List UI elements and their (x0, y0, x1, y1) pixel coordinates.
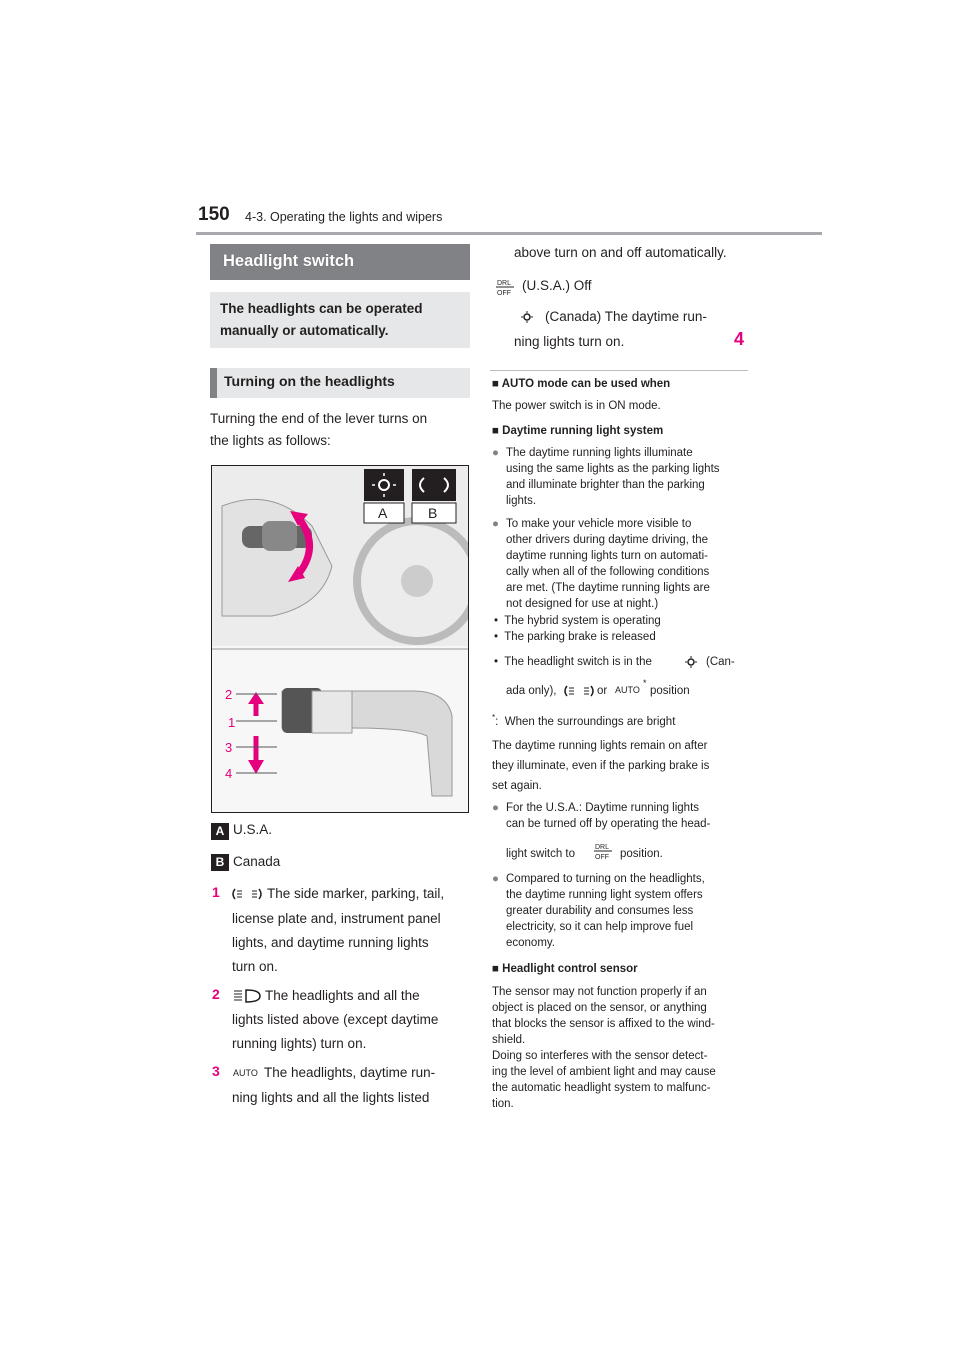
auto-icon (232, 1066, 260, 1078)
tag-b: B (211, 854, 229, 871)
bullet-dot: ● (492, 518, 499, 530)
usa-bullet-line-1: For the U.S.A.: Daytime running lights (506, 802, 700, 814)
canada-line-1: (Canada) The daytime run- (545, 309, 707, 324)
position-1: 1 (228, 715, 236, 730)
position-4: 4 (225, 766, 233, 781)
sensor-heading-text: Headlight control sensor (502, 963, 638, 975)
footnote-mark: * (643, 678, 647, 688)
bullet-dot: ● (492, 873, 499, 885)
auto-icon (614, 683, 642, 695)
usa-bullet-line-2: can be turned off by operating the head- (506, 818, 711, 830)
position-2: 2 (225, 687, 233, 702)
continued-line: above turn on and off automatically. (514, 245, 727, 260)
drl-off-icon (494, 276, 516, 298)
condition-3-canada: (Can- (706, 656, 735, 668)
item-3-line-1: The headlights, daytime run- (264, 1065, 436, 1080)
legend-canada: Canada (233, 854, 281, 869)
drl-remain: The daytime running lights remain on after they illuminate, even if the parking brake is set again. (492, 740, 710, 792)
svg-text:AUTO: AUTO (233, 1068, 258, 1078)
drl-heading: ■ Daytime running light system (492, 425, 664, 437)
usa-bullet-position: position. (620, 848, 663, 860)
item-1-line-2: license plate and, instrument panel (232, 911, 441, 926)
item-1-line-4: turn on. (232, 959, 278, 974)
item-1-line-1: The side marker, parking, tail, (267, 886, 445, 901)
bullet-dot: ● (492, 447, 499, 459)
item-2-number: 2 (212, 986, 220, 1002)
heading-box (210, 244, 470, 280)
small-light-icon (684, 655, 698, 669)
svg-text:OFF: OFF (497, 290, 511, 297)
heading: Headlight switch (223, 252, 355, 270)
bullet-dot: ● (492, 802, 499, 814)
canada-line-2: ning lights turn on. (514, 334, 625, 349)
svg-text:DRL: DRL (497, 280, 512, 287)
page-number: 150 (198, 204, 230, 225)
tag-a: A (211, 823, 229, 840)
svg-text:AUTO: AUTO (615, 685, 640, 695)
headlights-icon (232, 988, 262, 1004)
item-2-line-2: lights listed above (except daytime (232, 1012, 439, 1027)
sensor-text: The sensor may not function properly if an object is placed on the sensor, or anything that blocks the sensor is affixed to the wind- shield. Doing so interferes with the sensor detect- ing the level of ambient light and may cause the automatic headlight system to malfunc- tion. (492, 986, 716, 1110)
footnote: *: When the surroundings are bright (492, 713, 676, 728)
sensor-heading: ■ Headlight control sensor (492, 963, 638, 975)
condition-2: • The parking brake is released (494, 631, 656, 643)
parking-lights-icon (564, 684, 594, 698)
section-title: 4-3. Operating the lights and wipers (245, 210, 443, 224)
svg-text:OFF: OFF (595, 854, 609, 861)
drl-bullet-2: To make your vehicle more visible to other drivers during daytime driving, the daytime running lights turn on automati- cally when all of the following conditions are met. (The daytime running lights are not designed for use at night.) (506, 518, 710, 610)
header-rule (196, 232, 822, 235)
item-3-line-2: ning lights and all the lights listed (232, 1090, 430, 1105)
condition-3-cont: ada only), (506, 685, 557, 697)
condition-3-or: or (597, 685, 608, 697)
lead-line-2: the lights as follows: (210, 433, 331, 448)
intro-text: The headlights can be operated manually or automatically. (220, 301, 423, 338)
item-1-number: 1 (212, 884, 220, 900)
item-3-number: 3 (212, 1063, 220, 1079)
auto-heading: ■ AUTO mode can be used when (492, 378, 671, 390)
legend-usa: U.S.A. (233, 822, 273, 837)
lever-illustration (212, 466, 468, 812)
auto-heading-text: AUTO mode can be used when (501, 378, 671, 390)
drl-bullet-1: The daytime running lights illuminate using the same lights as the parking lights and illuminate brighter than the parking lights. (506, 447, 720, 507)
item-2-line-3: running lights) turn on. (232, 1036, 367, 1051)
compare-bullet: Compared to turning on the headlights, the daytime running light system offers greater durability and consumes less electricity, so it can help improve fuel economy. (506, 873, 705, 949)
usa-bullet-line-3: light switch to (506, 848, 576, 860)
drl-off-icon (592, 840, 614, 862)
small-light-icon (520, 310, 534, 324)
figure-label-a: A (378, 505, 388, 521)
svg-text:DRL: DRL (595, 844, 610, 851)
item-2-line-1: The headlights and all the (265, 988, 420, 1003)
auto-text: The power switch is in ON mode. (492, 400, 661, 412)
item-1-line-3: lights, and daytime running lights (232, 935, 429, 950)
figure-label-b: B (428, 505, 438, 521)
usa-off: (U.S.A.) Off (522, 278, 592, 293)
condition-3-position: position (650, 685, 690, 697)
subheading: Turning on the headlights (224, 373, 395, 389)
condition-3: • The headlight switch is in the (494, 656, 652, 668)
lead-line-1: Turning the end of the lever turns on (210, 411, 428, 426)
drl-heading-text: Daytime running light system (502, 425, 664, 437)
chapter-tab: 4 (734, 329, 745, 349)
notes-divider (490, 370, 748, 371)
lever-figure (211, 465, 469, 813)
intro-box (210, 292, 470, 348)
subheading-box (210, 368, 470, 398)
position-3: 3 (225, 740, 233, 755)
parking-lights-icon (232, 887, 262, 901)
condition-1: • The hybrid system is operating (494, 615, 661, 627)
